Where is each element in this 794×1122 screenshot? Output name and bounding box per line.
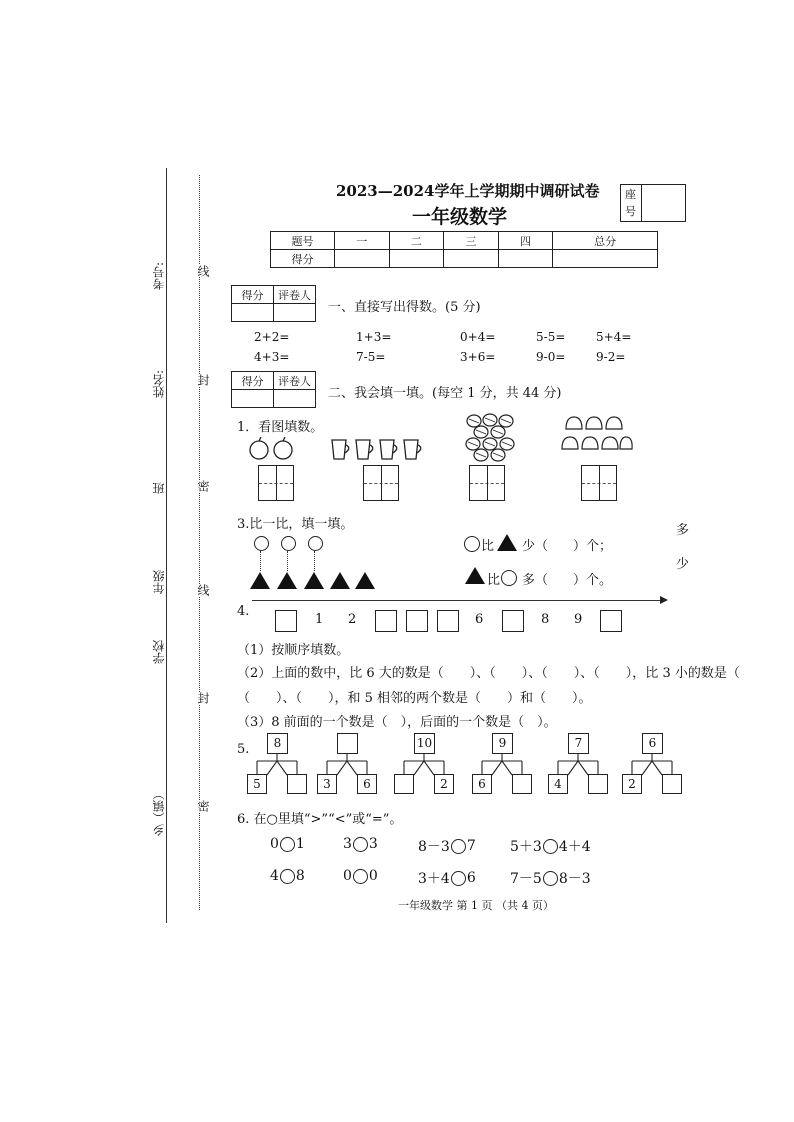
count-box-apples[interactable] <box>258 465 294 501</box>
compare-circle-blank[interactable] <box>543 839 558 854</box>
triangle-symbol <box>465 567 485 584</box>
compare-circle-blank[interactable] <box>280 869 295 884</box>
compare-right: 8－3 <box>558 871 591 887</box>
grader-score-label: 得分 <box>232 372 274 390</box>
compare-right: 1 <box>295 836 305 852</box>
arith-item: 5-5= <box>536 330 566 344</box>
field-school: 学校 <box>152 640 166 664</box>
compare-left: 8－3 <box>418 839 450 855</box>
compare-text: ）个。 <box>573 573 613 588</box>
compare-triangle <box>355 572 375 589</box>
bond-top-box[interactable]: 7 <box>568 733 589 754</box>
compare-text: 少（ <box>522 539 549 554</box>
bond-right-box[interactable]: 2 <box>434 774 454 794</box>
compare-item <box>343 836 378 852</box>
score-header: 总分 <box>553 232 658 250</box>
compare-circle <box>254 536 269 551</box>
compare-triangle <box>277 572 297 589</box>
field-name: 姓名: <box>152 370 166 399</box>
score-cell[interactable] <box>389 250 444 268</box>
circle-symbol <box>464 536 480 552</box>
bond-left-box[interactable]: 5 <box>247 774 267 794</box>
compare-text: 比 <box>481 539 495 554</box>
bond-right-box[interactable] <box>662 774 682 794</box>
score-cell[interactable] <box>335 250 390 268</box>
compare-left: 7－5 <box>510 871 542 887</box>
number-value: 6 <box>475 612 484 627</box>
cups-picture <box>328 437 428 461</box>
arith-item: 0+4= <box>460 330 496 344</box>
q6-label: 6. 在○里填“>”“<”或“=”。 <box>237 812 403 827</box>
grader-score-label: 得分 <box>232 286 274 304</box>
apples-picture <box>248 437 296 461</box>
compare-right: 8 <box>295 868 305 884</box>
q4-part3: （3）8 前面的一个数是（ ），后面的一个数是（ ）。 <box>237 715 557 730</box>
circle-symbol <box>501 570 517 586</box>
number-value: 1 <box>315 612 324 627</box>
triangle-symbol <box>497 534 517 551</box>
compare-circle-blank[interactable] <box>353 837 368 852</box>
grader-cell[interactable] <box>274 390 316 408</box>
compare-right: 4＋4 <box>558 839 591 855</box>
bond-top-box[interactable]: 6 <box>642 733 663 754</box>
bond-left-box[interactable]: 3 <box>317 774 337 794</box>
arith-item: 4+3= <box>254 350 290 364</box>
compare-right: 0 <box>368 868 378 884</box>
q3-label: 3.比一比，填一填。 <box>237 517 354 532</box>
compare-item <box>510 868 591 888</box>
bond-top-box[interactable]: 10 <box>414 733 435 754</box>
grader-label: 评卷人 <box>274 372 316 390</box>
grader-label: 评卷人 <box>274 286 316 304</box>
arith-item: 2+2= <box>254 330 290 344</box>
compare-left: 5＋3 <box>510 839 542 855</box>
field-class: 班 <box>152 482 166 494</box>
score-cell[interactable] <box>444 250 499 268</box>
grader-cell[interactable] <box>274 304 316 322</box>
number-blank[interactable] <box>275 610 297 632</box>
count-box-cups[interactable] <box>363 465 399 501</box>
bond-right-box[interactable] <box>287 774 307 794</box>
number-blank[interactable] <box>600 610 622 632</box>
number-blank[interactable] <box>375 610 397 632</box>
bond-right-box[interactable] <box>512 774 532 794</box>
bond-top-box[interactable]: 9 <box>492 733 513 754</box>
bond-top-box[interactable]: 8 <box>267 733 288 754</box>
seal-char: 封 <box>196 374 210 386</box>
compare-left: 0 <box>270 836 279 852</box>
field-grade: 年级 <box>152 570 166 594</box>
bond-left-box[interactable]: 4 <box>548 774 568 794</box>
score-row-label: 得分 <box>271 250 335 268</box>
q4-part2: （2）上面的数中，比 6 大的数是（ ）、（ ）、（ ）、（ ），比 3 小的数是（ <box>237 666 740 681</box>
exam-title: 2023—2024学年上学期期中调研试卷 <box>336 182 600 200</box>
arith-item: 5+4= <box>596 330 632 344</box>
number-line-arrow <box>660 596 668 604</box>
score-header: 二 <box>389 232 444 250</box>
compare-item <box>418 836 476 856</box>
compare-circle-blank[interactable] <box>451 839 466 854</box>
compare-circle-blank[interactable] <box>543 871 558 886</box>
bond-right-box[interactable]: 6 <box>357 774 377 794</box>
field-exam-number: 考号: <box>152 262 166 291</box>
score-table <box>270 231 658 268</box>
compare-item <box>343 868 378 884</box>
compare-triangle <box>250 572 270 589</box>
score-header: 题号 <box>271 232 335 250</box>
compare-circle-blank[interactable] <box>451 871 466 886</box>
compare-item <box>418 868 476 888</box>
compare-right: 7 <box>466 838 476 854</box>
compare-item <box>510 836 591 856</box>
number-blank[interactable] <box>502 610 524 632</box>
bond-left-box[interactable]: 6 <box>472 774 492 794</box>
number-line <box>252 600 662 601</box>
compare-circle <box>308 536 323 551</box>
compare-triangle <box>330 572 350 589</box>
compare-item <box>270 868 305 884</box>
compare-text: ）个； <box>573 539 613 554</box>
q1-label: 1．看图填数。 <box>237 420 324 435</box>
field-town: 乡（镇） <box>152 788 166 836</box>
number-value: 8 <box>541 612 550 627</box>
compare-circle <box>281 536 296 551</box>
compare-left: 0 <box>343 868 352 884</box>
seal-char: 密 <box>196 800 210 812</box>
score-header: 一 <box>335 232 390 250</box>
grader-box <box>231 285 316 322</box>
compare-right: 3 <box>368 836 378 852</box>
seal-char: 线 <box>196 265 210 277</box>
bond-top-box[interactable] <box>337 733 358 754</box>
compare-circle-blank[interactable] <box>280 837 295 852</box>
score-header: 三 <box>444 232 499 250</box>
seal-char: 封 <box>196 692 210 704</box>
arith-item: 3+6= <box>460 350 496 364</box>
compare-text: 比 <box>487 573 501 588</box>
grader-score-cell[interactable] <box>232 304 274 322</box>
page-footer: 一年级数学 第 1 页 （共 4 页） <box>398 899 554 912</box>
compare-item <box>270 836 305 852</box>
exam-subject: 一年级数学 <box>412 206 508 228</box>
section2-title: 二、我会填一填。(每空 1 分，共 44 分) <box>328 386 562 401</box>
number-value: 2 <box>348 612 357 627</box>
side-char: 多 <box>676 523 690 538</box>
q5-label: 5. <box>237 742 250 757</box>
arith-item: 1+3= <box>356 330 392 344</box>
arith-item: 9-2= <box>596 350 626 364</box>
q4-part2-cont: （ ）、（ ），和 5 相邻的两个数是（ ）和（ ）。 <box>237 691 592 706</box>
compare-circle-blank[interactable] <box>353 869 368 884</box>
seat-label: 号 <box>625 205 636 218</box>
compare-right: 6 <box>466 870 476 886</box>
score-cell[interactable] <box>498 250 553 268</box>
bond-left-box[interactable]: 2 <box>622 774 642 794</box>
bells-picture <box>560 413 634 455</box>
compare-text: 多（ <box>522 573 549 588</box>
bond-left-box[interactable] <box>394 774 414 794</box>
arith-item: 9-0= <box>536 350 566 364</box>
q4-label: 4. <box>237 604 250 619</box>
count-box-bells[interactable] <box>581 465 617 501</box>
compare-left: 4 <box>270 868 279 884</box>
compare-left: 3 <box>343 836 352 852</box>
seal-char: 密 <box>196 480 210 492</box>
section1-title: 一、直接写出得数。(5 分) <box>328 300 481 315</box>
arith-item: 7-5= <box>356 350 386 364</box>
balls-picture <box>464 413 516 463</box>
number-blank[interactable] <box>437 610 459 632</box>
number-value: 9 <box>574 612 583 627</box>
bond-right-box[interactable] <box>588 774 608 794</box>
number-blank[interactable] <box>406 610 428 632</box>
grader-score-cell[interactable] <box>232 390 274 408</box>
compare-left: 3＋4 <box>418 871 450 887</box>
seal-char: 线 <box>196 584 210 596</box>
score-cell[interactable] <box>553 250 658 268</box>
side-char: 少 <box>676 557 690 572</box>
score-header: 四 <box>498 232 553 250</box>
seat-label: 座 <box>625 188 636 201</box>
grader-box <box>231 371 316 408</box>
count-box-balls[interactable] <box>469 465 505 501</box>
seat-number-box[interactable] <box>620 184 686 222</box>
compare-triangle <box>304 572 324 589</box>
q4-part1: （1）按顺序填数。 <box>237 643 350 658</box>
